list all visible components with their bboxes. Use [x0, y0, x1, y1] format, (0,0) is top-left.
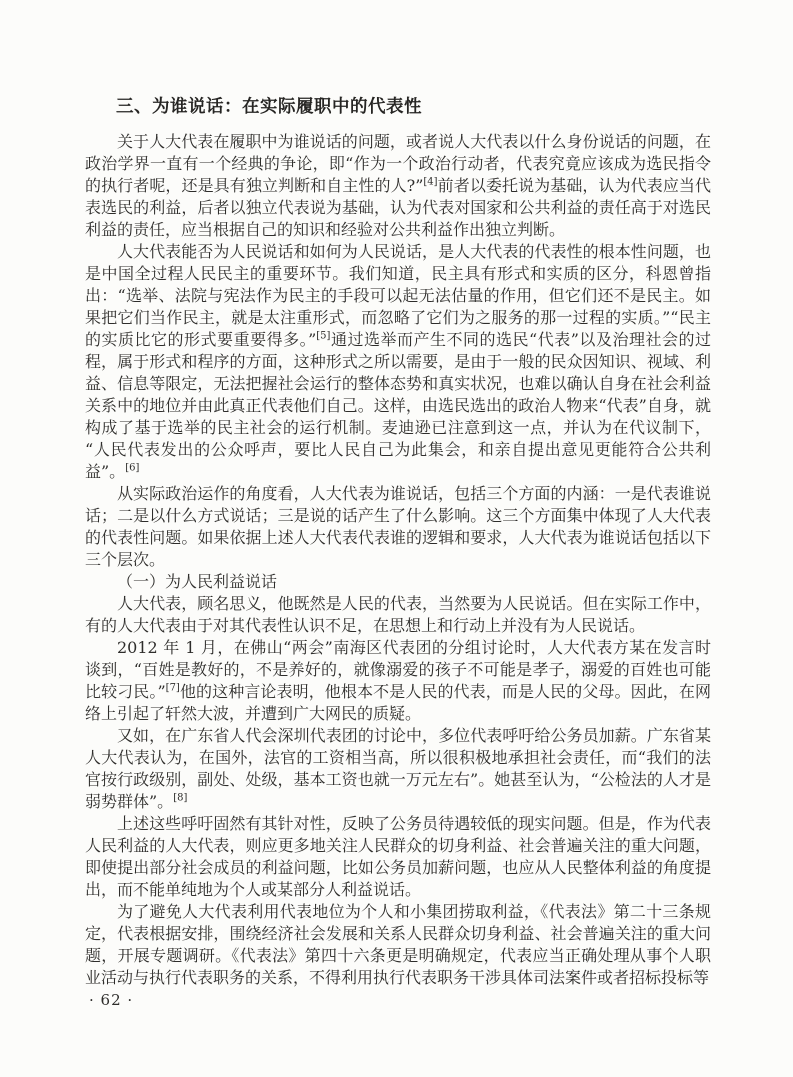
footnote-marker: [5]: [316, 330, 331, 342]
paragraph: 2012 年 1 月，在佛山“两会”南海区代表团的分组讨论时，人大代表方某在发言时谈到，“百姓是教好的，不是养好的，就像溺爱的孩子不可能是孝子，溺爱的百姓也可能比较刁民。”[7]他的这种言论表明，他根本不是人民的代表，而是人民的父母。因此，在网络上引起了轩然大波，并遭到广大网民的质疑。: [85, 638, 711, 723]
footnote-marker: [4]: [423, 176, 438, 188]
paragraph: 关于人大代表在履职中为谁说话的问题，或者说人大代表以什么身份说话的问题，在政治学界一直有一个经典的争论，即“作为一个政治行动者，代表究竟应该成为选民指令的执行者呢，还是具有独立判断和自主性的人?”[4]前者以委托说为基础，认为代表应当代表选民的利益，后者以独立代表说为基础，认为代表对国家和公共利益的责任高于对选民利益的责任，应当根据自己的知识和经验对公共利益作出独立判断。: [85, 132, 711, 239]
paragraph: 上述这些呼吁固然有其针对性，反映了公务员待遇较低的现实问题。但是，作为代表人民利益的人大代表，则应更多地关注人民群众的切身利益、社会普遍关注的重大问题，即使提出部分社会成员的利益问题，比如公务员加薪问题，也应从人民整体利益的角度提出，而不能单纯地为个人或某部分人利益说话。: [85, 814, 711, 899]
section-heading: 三、为谁说话：在实际履职中的代表性: [116, 97, 422, 117]
paragraph: 人大代表能否为人民说话和如何为人民说话，是人大代表的代表性的根本性问题，也是中国全过程人民民主的重要环节。我们知道，民主具有形式和实质的区分，科恩曾指出：“选举、法院与宪法作为民主的手段可以起无法估量的作用，但它们还不是民主。如果把它们当作民主，就是太注重形式，而忽略了它们为之服务的那一过程的实质。”“民主的实质比它的形式要重要得多。”[5]通过选举而产生不同的选民“代表”以及治理社会的过程，属于形式和程序的方面，这种形式之所以需要，是由于一般的民众因知识、视域、利益、信息等限定，无法把握社会运行的整体态势和真实状况，也难以确认自身在社会利益关系中的地位并由此真正代表他们自己。这样，由选民选出的政治人物来“代表”自身，就构成了基于选举的民主社会的运行机制。麦迪逊已注意到这一点，并认为在代议制下，“人民代表发出的公众呼声，要比人民自己为此集会，和亲自提出意见更能符合公共利益”。[6]: [85, 242, 711, 481]
paragraph: 从实际政治运作的角度看，人大代表为谁说话，包括三个方面的内涵：一是代表谁说话；二是以什么方式说话；三是说的话产生了什么影响。这三个方面集中体现了人大代表的代表性问题。如果依据上述人大代表代表谁的逻辑和要求，人大代表为谁说话包括以下三个层次。: [85, 484, 711, 569]
paragraph: 又如，在广东省人代会深圳代表团的讨论中，多位代表呼吁给公务员加薪。广东省某人大代表认为，在国外，法官的工资相当高，所以很积极地承担社会责任，而“我们的法官按行政级别，副处、处级，基本工资也就一万元左右”。她甚至认为，“公检法的人才是弱势群体”。[8]: [85, 726, 711, 811]
footnote-marker: [7]: [165, 682, 180, 694]
paragraph: 人大代表，顾名思义，他既然是人民的代表，当然要为人民说话。但在实际工作中，有的人大代表由于对其代表性认识不足，在思想上和行动上并没有为人民说话。: [85, 594, 711, 635]
page-number: · 62 ·: [89, 991, 134, 1009]
body-text: [85, 131, 711, 989]
footnote-marker: [6]: [125, 462, 140, 474]
paragraph: 为了避免人大代表利用代表地位为个人和小集团捞取利益，《代表法》第二十三条规定，代表根据安排，围绕经济社会发展和关系人民群众切身利益、社会普遍关注的重大问题，开展专题调研。《代表法》第四十六条更是明确规定，代表应当正确处理从事个人职业活动与执行代表职务的关系，不得利用执行代表职务干涉具体司法案件或者招标投标等: [85, 902, 711, 987]
subheading: （一）为人民利益说话: [117, 572, 278, 591]
footnote-marker: [8]: [173, 792, 188, 804]
